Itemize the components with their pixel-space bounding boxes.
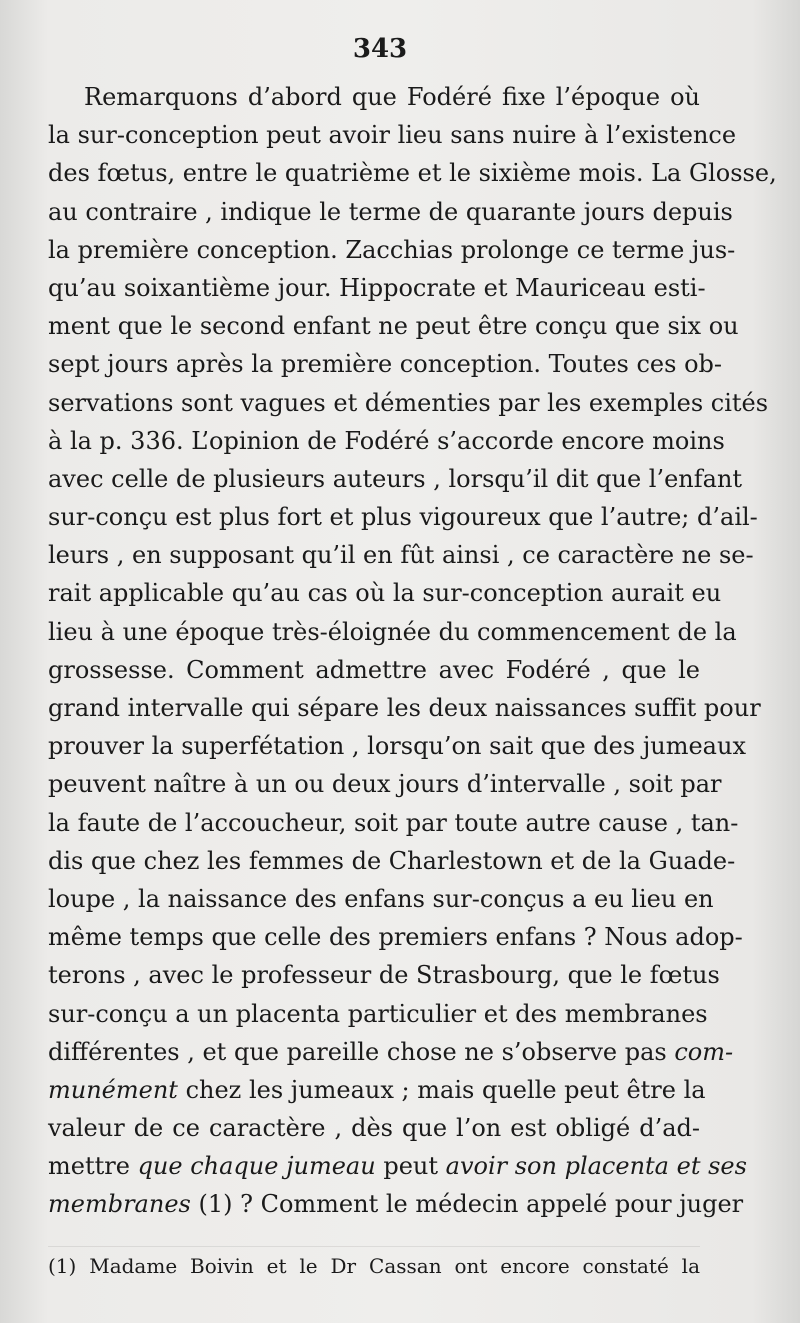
text-line [48,918,743,956]
text-segment: dis que chez les femmes de Charlestown et de la Guade- [48,846,736,875]
text-segment: grand intervalle qui sépare les deux naissances suffit pour [48,694,761,722]
text-segment: lieu à une époque très-éloignée du commencement de la [48,617,737,646]
text-segment: valeur de ce caractère , dès que l’on est obligé d’ad- [48,1114,700,1143]
text-segment: terons , avec le professeur de Strasbourg, que le fœtus [48,961,720,990]
text-line [48,231,736,269]
text-line [48,384,769,422]
footnote: (1) Madame Boivin et le Dr Cassan ont encore constaté la [48,1254,700,1278]
text-segment: servations sont vagues et démenties par les exemples cités [48,388,769,417]
text-segment: avec celle de plusieurs auteurs , lorsqu’il dit que l’enfant [48,464,743,493]
italic-text: com- [674,1037,734,1066]
italic-text: avoir son placenta et ses [445,1152,747,1181]
text-segment: au contraire , indique le terme de quarante jours depuis [48,197,733,226]
text-segment: sur-conçu est plus fort et plus vigoureux que l’autre; d’ail- [48,503,758,532]
text-line [48,1071,706,1109]
text-segment: Remarquons d’abord que Fodéré fixe l’époque où [84,83,700,111]
text-line [48,804,739,842]
text-line [48,1109,700,1147]
text-line [48,460,743,498]
text-segment: la faute de l’accoucheur, soit par toute autre cause , tan- [48,808,739,837]
text-segment: rait applicable qu’au cas où la sur-conception aurait eu [48,579,722,608]
text-segment: sept jours après la première conception. Toutes ces ob- [48,350,723,379]
text-line [48,307,739,345]
footnote-separator [48,1246,700,1247]
text-segment: mettre [48,1152,138,1181]
text-line [48,193,733,231]
italic-text: munément [48,1075,178,1104]
italic-text: que chaque jumeau [137,1152,376,1181]
text-line [48,422,725,460]
text-segment: la première conception. Zacchias prolonge ce terme jus- [48,235,736,264]
text-line [48,956,720,994]
text-segment: grossesse. Comment admettre avec Fodéré , que le [48,655,700,684]
text-line [48,1033,734,1071]
text-line [48,765,722,803]
text-segment: chez les jumeaux ; mais quelle peut être la [177,1075,706,1104]
italic-text: membranes [48,1190,191,1219]
text-segment: (1) ? Comment le médecin appelé pour juger [190,1190,744,1219]
text-line [48,154,777,192]
text-segment: sur-conçu a un placenta particulier et des membranes [48,999,708,1028]
text-segment: des fœtus, entre le quatrième et le sixième mois. La Glosse, [48,159,777,188]
text-segment: différentes , et que pareille chose ne s’observe pas [48,1037,675,1066]
text-line [48,269,706,307]
text-segment: prouver la superfétation , lorsqu’on sait que des jumeaux [48,732,746,761]
text-segment: même temps que celle des premiers enfans ? Nous adop- [48,923,743,952]
text-line [48,880,714,918]
text-line [48,689,761,727]
text-line [48,727,746,765]
text-line [48,1147,747,1185]
page-number: 343 [352,34,408,64]
text-line [48,574,722,612]
text-segment: loupe , la naissance des enfans sur-conçus a eu lieu en [48,884,714,913]
body-text [48,78,777,1224]
text-segment: la sur-conception peut avoir lieu sans nuire à l’existence [48,121,737,150]
text-line [48,613,737,651]
text-line [48,995,708,1033]
text-line [48,498,758,536]
text-line [48,536,754,574]
text-line [48,651,700,689]
text-line [48,345,723,383]
text-segment: leurs , en supposant qu’il en fût ainsi , ce caractère ne se- [48,541,754,570]
text-segment: qu’au soixantième jour. Hippocrate et Mauriceau esti- [48,273,706,302]
text-line [48,116,737,154]
text-segment: peut [375,1152,446,1181]
text-line [48,1185,744,1223]
text-segment: à la p. 336. L’opinion de Fodéré s’accorde encore moins [48,426,725,455]
text-line [48,842,736,880]
text-segment: peuvent naître à un ou deux jours d’intervalle , soit par [48,770,722,799]
text-line [48,78,700,116]
text-segment: ment que le second enfant ne peut être conçu que six ou [48,312,739,341]
